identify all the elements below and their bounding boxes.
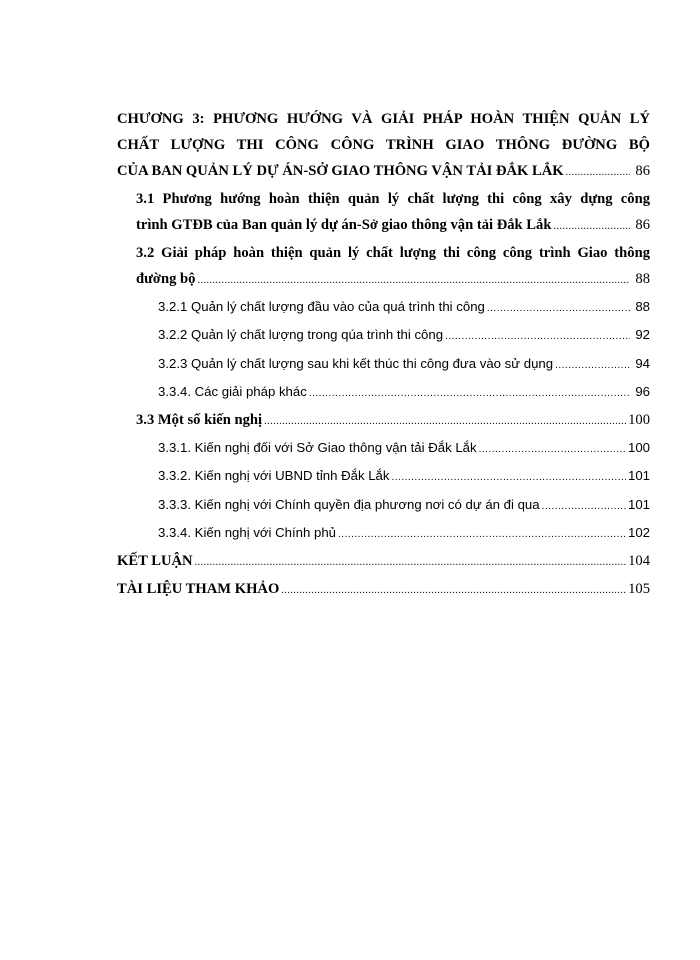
toc-entry-3-3-3[interactable] xyxy=(158,492,650,520)
dot-leader xyxy=(197,266,630,294)
section-3-2-title-line-2-text: đường bộ xyxy=(136,271,196,287)
toc-entry-label: 3.3.3. Kiến nghị với Chính quyền địa phương nơi có dự án đi qua xyxy=(158,496,540,512)
toc-entry-3-3-4-other-solutions[interactable] xyxy=(158,379,650,407)
toc-entry-label: 3.3.2. Kiến nghị với UBND tỉnh Đắk Lắk xyxy=(158,468,390,484)
page-number: 94 xyxy=(635,355,650,371)
chapter-3-title-line-3[interactable] xyxy=(117,158,650,186)
toc-section-3-2[interactable] xyxy=(117,240,650,294)
section-3-3-title xyxy=(136,407,650,435)
toc-references[interactable] xyxy=(117,576,650,604)
dot-leader xyxy=(264,407,626,435)
toc-subsections-3-2 xyxy=(117,294,650,407)
page-number: 92 xyxy=(635,327,650,343)
page-number: 101 xyxy=(627,468,650,484)
toc-chapter-3 xyxy=(117,106,650,186)
page-number: 86 xyxy=(635,163,650,179)
dot-leader xyxy=(479,435,626,463)
dot-leader xyxy=(542,492,626,520)
toc-section-3-1[interactable] xyxy=(117,186,650,240)
chapter-3-title-line-1: CHƯƠNG 3: PHƯƠNG HƯỚNG VÀ GIẢI PHÁP HOÀN THIỆN QUẢN LÝ xyxy=(117,111,650,127)
dot-leader xyxy=(553,212,630,240)
toc-entry-3-3-4[interactable] xyxy=(158,520,650,548)
dot-leader xyxy=(195,548,627,576)
section-3-1-title-line-2 xyxy=(136,212,650,240)
conclusion-label: KẾT LUẬN xyxy=(117,553,193,570)
dot-leader xyxy=(391,463,626,491)
toc-conclusion[interactable] xyxy=(117,548,650,576)
dot-leader xyxy=(487,294,630,322)
page-number: 104 xyxy=(628,553,650,570)
toc-entry-label: 3.2.3 Quản lý chất lượng sau khi kết thúc thi công đưa vào sử dụng xyxy=(158,355,554,371)
page-number: 96 xyxy=(635,383,650,399)
chapter-3-title-line-3-text: CỦA BAN QUẢN LÝ DỰ ÁN-SỞ GIAO THÔNG VẬN TẢI ĐẮK LẮK xyxy=(117,163,564,179)
page-number: 100 xyxy=(627,440,650,456)
toc-entry-label: 3.2.2 Quản lý chất lượng trong qúa trình thi công xyxy=(158,327,444,343)
dot-leader xyxy=(566,158,630,186)
page-number: 88 xyxy=(635,299,650,314)
page-number: 102 xyxy=(627,525,650,541)
chapter-3-title-line-2: CHẤT LƯỢNG THI CÔNG CÔNG TRÌNH GIAO THÔNG ĐƯỜNG BỘ xyxy=(117,137,650,153)
toc-entry-label: 3.2.1 Quản lý chất lượng đầu vào của quá trình thi công xyxy=(158,299,485,314)
toc-entry-3-2-1[interactable] xyxy=(158,294,650,322)
toc-entry-3-3-1[interactable] xyxy=(158,435,650,463)
dot-leader xyxy=(281,576,626,604)
section-3-1-title-line-1: 3.1 Phương hướng hoàn thiện quản lý chất lượng thi công xây dựng công xyxy=(136,191,650,207)
toc-entry-3-2-3[interactable] xyxy=(158,351,650,379)
toc-entry-label: 3.3.1. Kiến nghị đối với Sở Giao thông vận tải Đắk Lắk xyxy=(158,440,477,456)
toc-entry-label: 3.3.4. Các giải pháp khác xyxy=(158,383,307,399)
section-3-2-title-line-2 xyxy=(136,266,650,294)
page-number: 101 xyxy=(627,496,650,512)
dot-leader xyxy=(338,520,626,548)
page-number: 100 xyxy=(628,412,650,429)
dot-leader xyxy=(445,322,630,350)
section-3-3-title-text: 3.3 Một số kiến nghị xyxy=(136,412,263,429)
toc-section-3-3[interactable] xyxy=(117,407,650,435)
toc-entry-3-3-2[interactable] xyxy=(158,463,650,491)
toc-entry-label: 3.3.4. Kiến nghị với Chính phủ xyxy=(158,525,337,541)
dot-leader xyxy=(555,351,630,379)
toc-entry-3-2-2[interactable] xyxy=(158,322,650,350)
page-number: 105 xyxy=(628,581,650,598)
section-3-1-title-line-2-text: trình GTĐB của Ban quản lý dự án-Sở giao thông vận tải Đắk Lắk xyxy=(136,217,552,233)
references-label: TÀI LIỆU THAM KHẢO xyxy=(117,581,280,598)
page-number: 86 xyxy=(635,217,650,233)
dot-leader xyxy=(309,379,630,407)
toc-subsections-3-3 xyxy=(117,435,650,548)
section-3-2-title-line-1: 3.2 Giải pháp hoàn thiện quản lý chất lượng thi công công trình Giao thông xyxy=(136,245,650,261)
table-of-contents xyxy=(117,106,650,604)
page-number: 88 xyxy=(635,271,650,287)
